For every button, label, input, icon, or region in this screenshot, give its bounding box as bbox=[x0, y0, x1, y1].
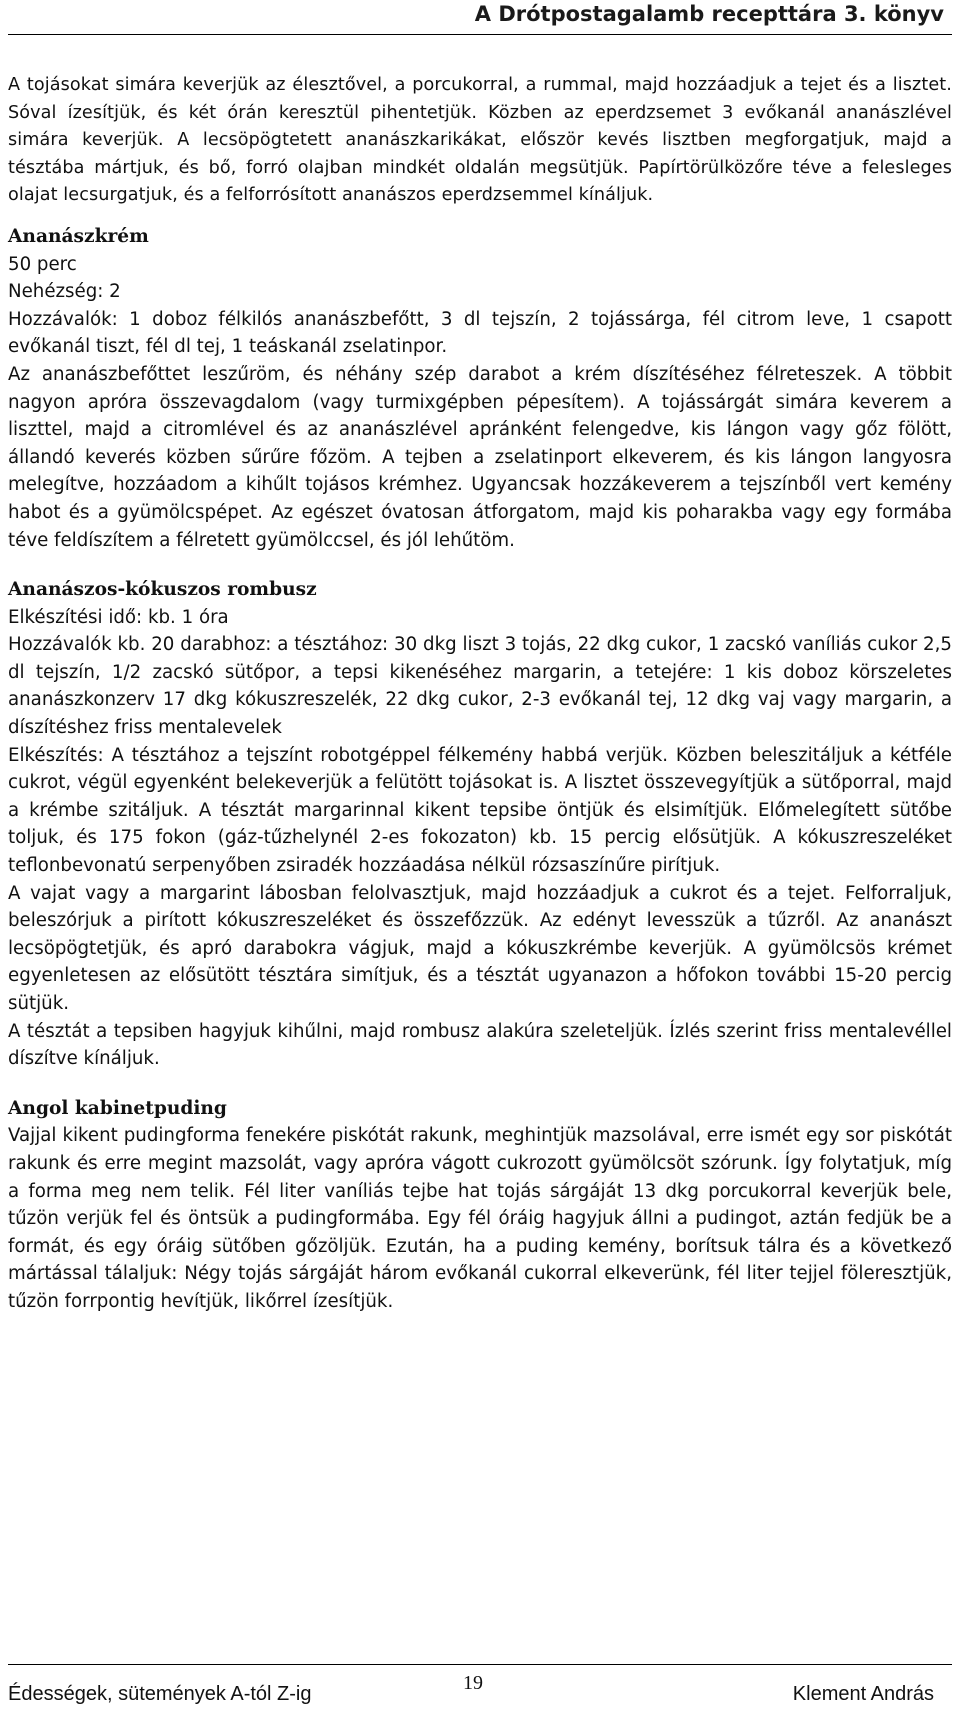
page-content bbox=[8, 72, 952, 1316]
footer-divider bbox=[8, 1664, 952, 1665]
footer-author: Klement András bbox=[792, 1683, 934, 1705]
recipe-title-rombusz: Ananászos-kókuszos rombusz bbox=[8, 579, 317, 601]
recipe-difficulty: Nehézség: 2 bbox=[8, 281, 121, 303]
recipe-method: A tésztát a tepsiben hagyjuk kihűlni, majd rombusz alakúra szeleteljük. Ízlés szerint friss mentalevéllel díszítve kínáljuk. bbox=[8, 1020, 952, 1070]
recipe-method: Az ananászbefőttet leszűröm, és néhány szép darabot a krém díszítéséhez félreteszek. A többit nagyon apróra összevagdalom (vagy turmixgépben pépesítem). A tojássárgát simára keverem a liszttel, majd a citromlével és az ananászlével apránként felengedve, kis lángon vagy gőz fölött, állandó keverés közben sűrűre főzöm. A tejben a zselatinport elkeverem, és kis lángon langyosra melegítve, hozzáadom a kihűlt tojásos krémhez. Ugyancsak hozzákeverem a tejszínből vert kemény habot és a gyümölcspépet. Az egészet óvatosan átforgatom, majd kis poharakba vagy egy formába téve feldíszítem a félretett gyümölccsel, és jól lehűtöm. bbox=[8, 363, 952, 551]
recipe-method: Vajjal kikent pudingforma fenekére piskótát rakunk, meghintjük mazsolával, erre ismét egy sor piskótát rakunk és erre megint mazsolát, vagy apróra vágott cukrozott gyümölcsöt szórunk. Így folytatjuk, míg a forma meg nem telik. Fél liter vaníliás tejbe hat tojás sárgáját 13 dkg porcukorral keverjük bele, tűzön verjük fel és öntsük a pudingformába. Egy fél óráig hagyjuk állni a pudingot, aztán fedjük be a formát, és egy óráig sütőben gőzöljük. Ezután, ha a puding kemény, borítsuk tálra és a következő mártással tálaljuk: Négy tojás sárgáját három evőkanál cukorral elkeverünk, fél liter tejjel föleresztjük, tűzön forrpontig hevítjük, likőrrel ízesítjük. bbox=[8, 1125, 952, 1312]
page-number: 19 bbox=[463, 1672, 483, 1694]
recipe-ingredients: Hozzávalók kb. 20 darabhoz: a tésztához: 30 dkg liszt 3 tojás, 22 dkg cukor, 1 zacskó vaníliás cukor 2,5 dl tejszín, 1/2 zacskó sütőpor, a tepsi kikenéséhez margarin, a tetejére: 1 kis doboz körszeletes ananászkonzerv 17 dkg kókuszreszelék, 22 dkg cukor, 2-3 evőkanál tej, 12 dkg vaj vagy margarin, a díszítéshez friss mentalevelek bbox=[8, 634, 952, 739]
recipe-method: Elkészítés: A tésztához a tejszínt robotgéppel félkemény habbá verjük. Közben beleszitáljuk a kétféle cukrot, végül egyenként belekeverjük a felütött tojásokat is. A lisztet összevegyítjük a sütőporral, majd a krémbe szitáljuk. A tésztát margarinnal kikent tepsibe öntjük és elsimítjük. Előmelegített sütőbe toljuk, és 175 fokon (gáz-tűzhelynél 2-es fokozaton) kb. 15 percig elősütjük. A kókuszreszeléket teflonbevonatú serpenyőben zsiradék hozzáadása nélkül rózsaszínűre pirítjuk. bbox=[8, 744, 952, 877]
recipe-ingredients: Hozzávalók: 1 doboz félkilós ananászbefőtt, 3 dl tejszín, 2 tojássárga, fél citrom leve, 1 csapott evőkanál tiszt, fél dl tej, 1 teáskanál zselatinpor. bbox=[8, 308, 952, 358]
intro-paragraph: A tojásokat simára keverjük az élesztővel, a porcukorral, a rummal, majd hozzáadjuk a tejet és a lisztet. Sóval ízesítjük, és két órán keresztül pihentetjük. Közben az eperdzsemet 3 evőkanál ananászlével simára keverjük. A lecsöpögtetett ananászkarikákat, először kevés lisztben megforgatjuk, majd a tésztába mártjuk, és bő, forró olajban mindkét oldalán megsütjük. Papírtörülközőre téve a felesleges olajat lecsurgatjuk, és a felforrósított ananászos eperdzsemmel kínáljuk. bbox=[8, 75, 952, 206]
recipe-prep-time: Elkészítési idő: kb. 1 óra bbox=[8, 606, 229, 628]
recipe-time: 50 perc bbox=[8, 253, 77, 275]
recipe-title-kabinetpuding: Angol kabinetpuding bbox=[8, 1097, 227, 1119]
recipe-method: A vajat vagy a margarint lábosban felolvasztjuk, majd hozzáadjuk a cukrot és a tejet. Felforraljuk, beleszórjuk a pirított kókuszreszeléket és összefőzzük. Az edényt levesszük a tűzről. Az ananászt lecsöpögtetjük, és apró darabokra vágjuk, majd a kókuszkrémbe keverjük. A gyümölcsös krémet egyenletesen az elősütött tésztára simítjuk, és a tésztát ugyanazon a hőfokon további 15-20 percig sütjük. bbox=[8, 882, 952, 1014]
book-title: A Drótpostagalamb recepttára 3. könyv bbox=[474, 2, 944, 26]
footer-book-name: Édességek, sütemények A-tól Z-ig bbox=[8, 1683, 312, 1705]
page-header bbox=[8, 0, 952, 35]
recipe-title-ananaszkrem: Ananászkrém bbox=[8, 225, 149, 247]
page-footer bbox=[8, 1650, 952, 1706]
